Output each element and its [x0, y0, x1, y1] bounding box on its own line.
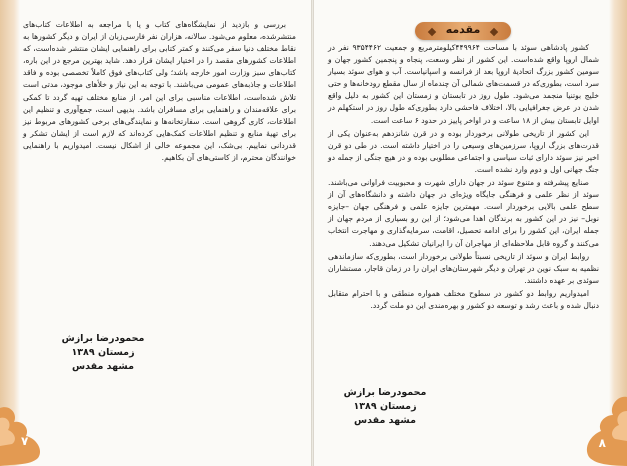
paragraph: روابط ایران و سوئد از تاریخی نسبتاً طولانی برخوردار است، بطوری‌که سازماندهی نظمیه به سبک نوین در تهران و دیگر شهرستان‌های ایران را در زمان قاجار، مستشاران سوئدی بر عهده داشتند.	[328, 251, 599, 285]
orange-map-ornament-icon	[581, 395, 627, 466]
signature-block	[48, 332, 158, 374]
page-number: ۷	[21, 434, 29, 448]
chapter-heading	[415, 22, 511, 40]
author-name: محمودرضا برازش	[343, 387, 427, 398]
paragraph: بررسی و بازدید از نمایشگاه‌های کتاب و یا با مراجعه به اطلاعات کتاب‌های منتشرشده، معلوم می‌شود. سالانه، هزاران نفر فارسی‌زبان از ایران و دیگر کشورها به نقاط مختلف دنیا سفر می‌کنند و کمتر کتابی برای راهنمایی ایشان منتشر شده‌است، که اطلاعات کشورهای مقصد را در اختیار ایشان قرار دهد. شاید بهترین مرجع در این باره، کتاب‌های سبز وزارت امور خارجه باشد؛ ولی کتاب‌های فوق کاملاً تخصصی بوده و فاقد اطلاعات و جاذبه‌های عمومی می‌باشند. با توجه به این نیاز و خلأهای موجود، مدتی است تلاش شده‌است، اطلاعات مناسبی برای این امر، از منابع مختلف تهیه گردد تا کمکی برای علاقه‌مندان و راهنمایی برای مسافران باشد. بدیهی است، جمع‌آوری و تنظیم این اطلاعات، کاری گروهی است. سفارتخانه‌ها و نمایندگی‌های برخی کشورهای مربوط نیز برای تهیهٔ منابع و تنظیم اطلاعات کمک‌هایی کرده‌اند که لازم است از ایشان تشکر و قدردانی نماییم. بی‌شک، این مجموعه خالی از اشکال نیست. امیدواریم با راهنمایی خوانندگان محترم، از کاستی‌های آن بکاهیم.	[23, 20, 296, 163]
paragraph: صنایع پیشرفته و متنوع سوئد در جهان دارای شهرت و محبوبیت فراوانی می‌باشند. سوئد از نظر علمی و فرهنگی جایگاه ویژه‌ای در جهان داشته و دانشگاه‌های آن از سطح علمی بالایی برخوردار است. مهمترین جایزه علمی و فرهنگی جهان –جایزه نوبل– نیز در این کشور به برندگان اهدا می‌شود؛ از این رو بسیاری از مردم جهان از جمله ایران، این کشور را برای ادامه تحصیل، اقامت، سرمایه‌گذاری و مهاجرت انتخاب می‌کنند و گروه قابل ملاحظه‌ای از مهاجران آن را ایرانیان تشکیل می‌دهند.	[328, 178, 599, 248]
signature-place: مشهد مقدس	[354, 415, 416, 426]
paragraph: کشور پادشاهی سوئد با مساحت ۴۴۹۹۶۴کیلومترمربع و جمعیت ۹۳۵۴۴۶۲ نفر در شمال اروپا واقع شده‌است. این کشور از نظر وسعت، پنجاه و پنجمین کشور جهان و سومین کشور بزرگ اتحادیهٔ اروپا بعد از فرانسه و اسپانیاست. آب و هوای سوئد بسیار سرد است، بطوری‌که در قسمت‌های شمالی آن چندماه از سال مقطع رودخانه‌ها و حتی خلیج بوتنیا منجمد می‌شود. طول روز در تابستان و زمستان این کشور به دلیل واقع شدن در عرض جغرافیایی بالا، اختلاف فاحشی دارد بطوری‌که طول روز در استکهلم در اوایل تابستان بیش از ۱۸ ساعت و در اواخر پاییز در حدود ۶ ساعت است.	[328, 43, 599, 125]
left-page	[0, 0, 312, 466]
right-body-text	[328, 42, 599, 313]
heading-title: مقدمه	[445, 23, 481, 36]
signature-date: زمستان ۱۳۸۹	[353, 401, 417, 412]
paragraph: این کشور از تاریخی طولانی برخوردار بوده و در قرن شانزدهم به‌عنوان یکی از قدرت‌های بزرگ اروپا، سرزمین‌های وسیعی را در اختیار داشته است. در طی دو قرن اخیر نیز سوئد دارای ثبات سیاسی و اجتماعی مطلوبی بوده و در هیچ جنگی از جمله دو جنگ جهانی اول و دوم وارد نشده است.	[328, 128, 599, 174]
left-decorative-strip	[0, 0, 20, 466]
signature-date: زمستان ۱۳۸۹	[71, 347, 135, 358]
paragraph: امیدواریم روابط دو کشور در سطوح مختلف همواره منطقی و با احترام متقابل دنبال شده و باعث رشد و توسعه دو کشور و بهره‌مندی این دو ملت گردد.	[328, 288, 599, 310]
author-name: محمودرضا برازش	[61, 333, 145, 344]
signature-place: مشهد مقدس	[72, 361, 134, 372]
page-number: ۸	[598, 436, 606, 450]
signature-block	[330, 386, 440, 428]
left-body-text	[23, 19, 296, 165]
